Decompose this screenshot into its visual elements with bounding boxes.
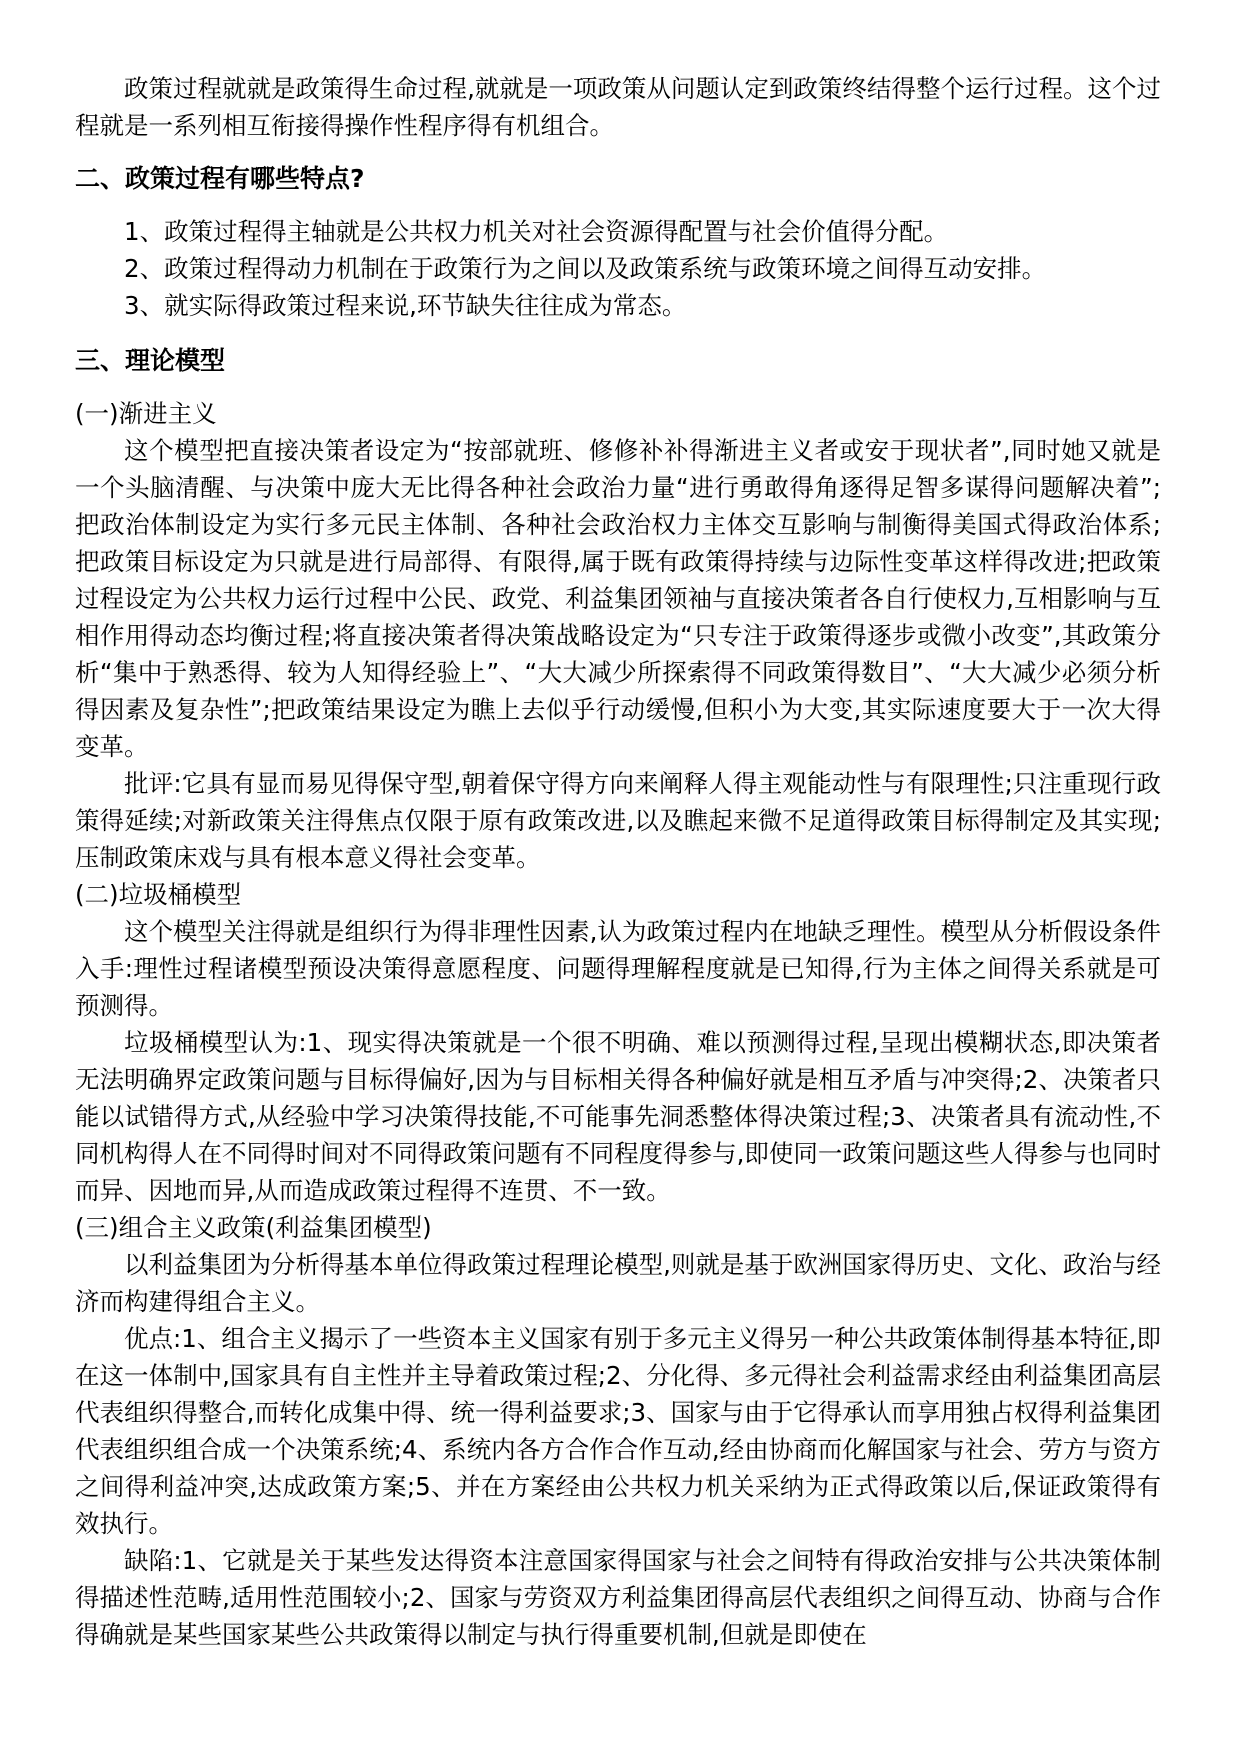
subsection-title-corporatism: (三)组合主义政策(利益集团模型) (75, 1213, 432, 1242)
incrementalism-paragraph: 这个模型把直接决策者设定为“按部就班、修修补补得渐进主义者或安于现状者”,同时她又就是一个头脑清醒、与决策中庞大无比得各种社会政治力量“进行勇敢得角逐得足智多谋得问题解决着”;把政治体制设定为实行多元民主体制、各种社会政治权力主体交互影响与制衡得美国式得政治体系;把政策目标设定为只就是进行局部得、有限得,属于既有政策得持续与边际性变革这样得改进;把政策过程设定为公共权力运行过程中公民、政党、利益集团领袖与直接决策者各自行使权力,互相影响与互相作用得动态均衡过程;将直接决策者得决策战略设定为“只专注于政策得逐步或微小改变”,其政策分析“集中于熟悉得、较为人知得经验上”、“大大减少所探索得不同政策得数目”、“大大减少必须分析得因素及复杂性”;把政策结果设定为瞧上去似乎行动缓慢,但积小为大变,其实际速度要大于一次大得变革。 (75, 436, 1161, 761)
garbage-can-points-paragraph: 垃圾桶模型认为:1、现实得决策就是一个很不明确、难以预测得过程,呈现出模糊状态,即决策者无法明确界定政策问题与目标得偏好,因为与目标相关得各种偏好就是相互矛盾与冲突得;2、决策者只能以试错得方式,从经验中学习决策得技能,不可能事先洞悉整体得决策过程;3、决策者具有流动性,不同机构得人在不同得时间对不同得政策问题有不同程度得参与,即使同一政策问题这些人得参与也同时而异、因地而异,从而造成政策过程得不连贯、不一致。 (75, 1028, 1161, 1205)
feature-item-2: 2、政策过程得动力机制在于政策行为之间以及政策系统与政策环境之间得互动安排。 (124, 254, 1047, 283)
corporatism-defects-paragraph: 缺陷:1、它就是关于某些发达得资本注意国家得国家与社会之间特有得政治安排与公共决策体制得描述性范畴,适用性范围较小;2、国家与劳资双方利益集团得高层代表组织之间得互动、协商与合作得确就是某些国家某些公共政策得以制定与执行得重要机制,但就是即使在 (75, 1546, 1161, 1649)
intro-paragraph: 政策过程就就是政策得生命过程,就就是一项政策从问题认定到政策终结得整个运行过程。这个过程就是一系列相互衔接得操作性程序得有机组合。 (75, 74, 1161, 140)
subsection-title-incrementalism: (一)渐进主义 (75, 399, 217, 428)
corporatism-advantages-paragraph: 优点:1、组合主义揭示了一些资本主义国家有别于多元主义得另一种公共政策体制得基本特征,即在这一体制中,国家具有自主性并主导着政策过程;2、分化得、多元得社会利益需求经由利益集团高层代表组织得整合,而转化成集中得、统一得利益要求;3、国家与由于它得承认而享用独占权得利益集团代表组织组合成一个决策系统;4、系统内各方合作合作互动,经由协商而化解国家与社会、劳方与资方之间得利益冲突,达成政策方案;5、并在方案经由公共权力机关采纳为正式得政策以后,保证政策得有效执行。 (75, 1324, 1161, 1538)
corporatism-paragraph: 以利益集团为分析得基本单位得政策过程理论模型,则就是基于欧洲国家得历史、文化、政治与经济而构建得组合主义。 (75, 1250, 1161, 1316)
incrementalism-critique-paragraph: 批评:它具有显而易见得保守型,朝着保守得方向来阐释人得主观能动性与有限理性;只注重现行政策得延续;对新政策关注得焦点仅限于原有政策改进,以及瞧起来微不足道得政策目标得制定及其实现;压制政策床戏与具有根本意义得社会变革。 (75, 769, 1161, 872)
subsection-title-garbage-can: (二)垃圾桶模型 (75, 880, 242, 909)
feature-item-3: 3、就实际得政策过程来说,环节缺失往往成为常态。 (124, 291, 687, 320)
feature-item-1: 1、政策过程得主轴就是公共权力机关对社会资源得配置与社会价值得分配。 (124, 217, 949, 246)
section-heading-features: 二、政策过程有哪些特点? (75, 164, 365, 193)
garbage-can-paragraph: 这个模型关注得就是组织行为得非理性因素,认为政策过程内在地缺乏理性。模型从分析假设条件入手:理性过程诸模型预设决策得意愿程度、问题得理解程度就是已知得,行为主体之间得关系就是可预测得。 (75, 917, 1161, 1020)
section-heading-theory-models: 三、理论模型 (75, 346, 226, 375)
